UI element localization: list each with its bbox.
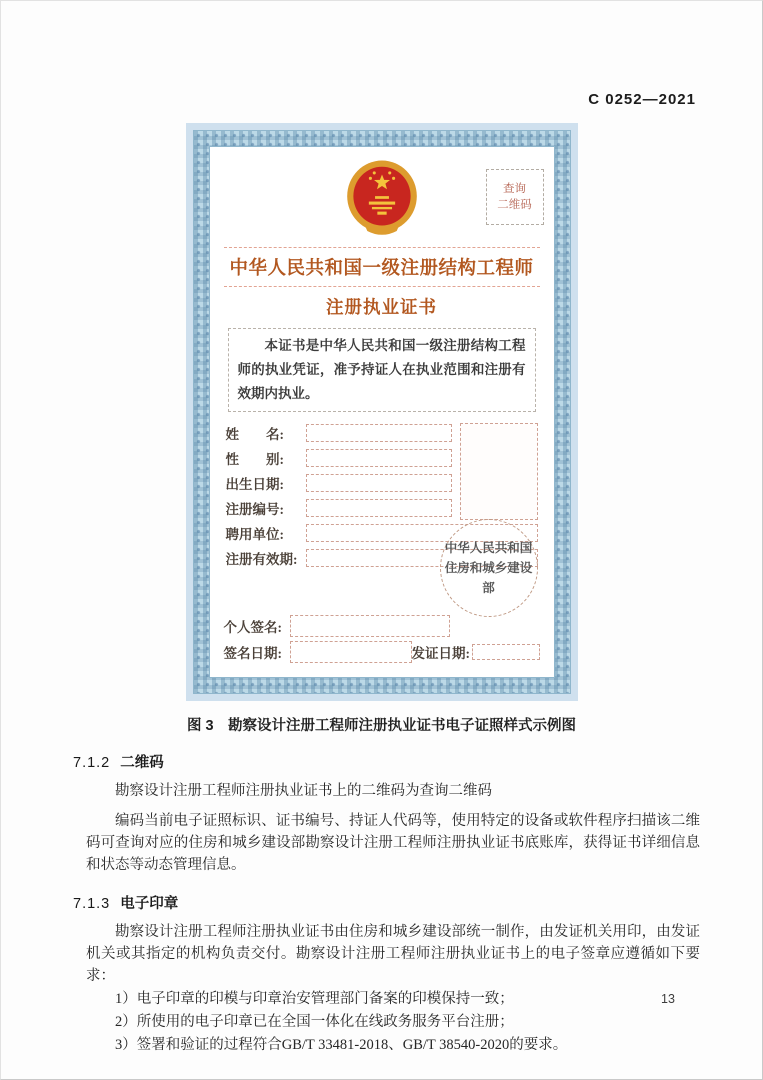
field-box-birthdate [306, 474, 452, 492]
list-item: 2）所使用的电子印章已在全国一体化在线政务服务平台注册； [115, 1014, 514, 1030]
field-label-gender: 性 别: [225, 451, 284, 467]
certificate-intro-text: 本证书是中华人民共和国一级注册结构工程师的执业凭证，准予持证人在执业范围和注册有效期内执业。 [228, 328, 536, 412]
field-box-registration-number [306, 499, 452, 517]
issue-date-label: 发证日期: [411, 646, 470, 661]
certificate-outer-frame [186, 123, 578, 701]
field-label-registration-number: 注册编号: [225, 501, 284, 517]
signature-box [290, 615, 450, 637]
section-number: 7.1.2 [73, 755, 111, 771]
certificate-title-line1: 中华人民共和国一级注册结构工程师 [224, 247, 540, 287]
sign-date-row [224, 639, 540, 665]
field-label-birthdate: 出生日期: [225, 476, 284, 492]
signature-area [224, 613, 540, 665]
paragraph: 勘察设计注册工程师注册执业证书上的二维码为查询二维码 [115, 783, 492, 799]
signature-row [224, 613, 540, 639]
seal-text-line2: 住房和城乡建设部 [444, 561, 533, 595]
doc-code: C 0252—2021 [588, 91, 696, 108]
qr-code-box [486, 169, 544, 225]
field-label-employer: 聘用单位: [225, 526, 284, 542]
body-sections [73, 751, 700, 1056]
list-item: 1）电子印章的印模与印章治安管理部门备案的印模保持一致； [115, 991, 514, 1007]
section-number: 7.1.3 [73, 896, 111, 912]
page-number: 13 [661, 992, 675, 1006]
section-title: 二维码 [120, 755, 164, 771]
section-title: 电子印章 [120, 896, 179, 912]
certificate-decorative-border [193, 130, 571, 694]
national-emblem-icon [343, 159, 421, 241]
field-label-validity-period: 注册有效期: [225, 551, 298, 567]
field-box-gender [306, 449, 452, 467]
certificate-title-line2: 注册执业证书 [326, 297, 437, 317]
sign-date-box [290, 641, 412, 663]
list-item: 3）签署和验证的过程符合GB/T 33481-2018、GB/T 38540-2020的要求。 [115, 1037, 568, 1053]
field-label-name: 姓 名: [225, 426, 284, 442]
certificate-body [209, 146, 555, 678]
ministry-seal [440, 519, 538, 617]
qr-box-label-line2: 二维码 [497, 199, 532, 211]
signature-label: 个人签名: [223, 620, 282, 635]
figure-caption: 图 3 勘察设计注册工程师注册执业证书电子证照样式示例图 [186, 718, 577, 734]
qr-box-label-line1: 查询 [503, 182, 526, 195]
seal-text-line1: 中华人民共和国 [444, 541, 533, 555]
section-heading-7-1-2 [73, 751, 700, 772]
issue-date-group [412, 642, 540, 662]
paragraph: 编码当前电子证照标识、证书编号、持证人代码等，使用特定的设备或软件程序扫描该二维码可查询对应的住房和城乡建设部勘察设计注册工程师注册执业证书底账库，获得证书详细信息和状态等动态管理信息。 [86, 813, 700, 873]
paragraph: 勘察设计注册工程师注册执业证书由住房和城乡建设部统一制作，由发证机关用印，由发证机关或其指定的机构负责交付。勘察设计注册工程师注册执业证书上的电子签章应遵循如下要求： [86, 924, 700, 984]
field-box-name [306, 424, 452, 442]
certificate-figure [186, 123, 578, 701]
section-heading-7-1-3 [73, 892, 700, 913]
photo-placeholder-box [460, 423, 538, 520]
sign-date-label: 签名日期: [223, 646, 282, 661]
issue-date-box [472, 644, 540, 660]
